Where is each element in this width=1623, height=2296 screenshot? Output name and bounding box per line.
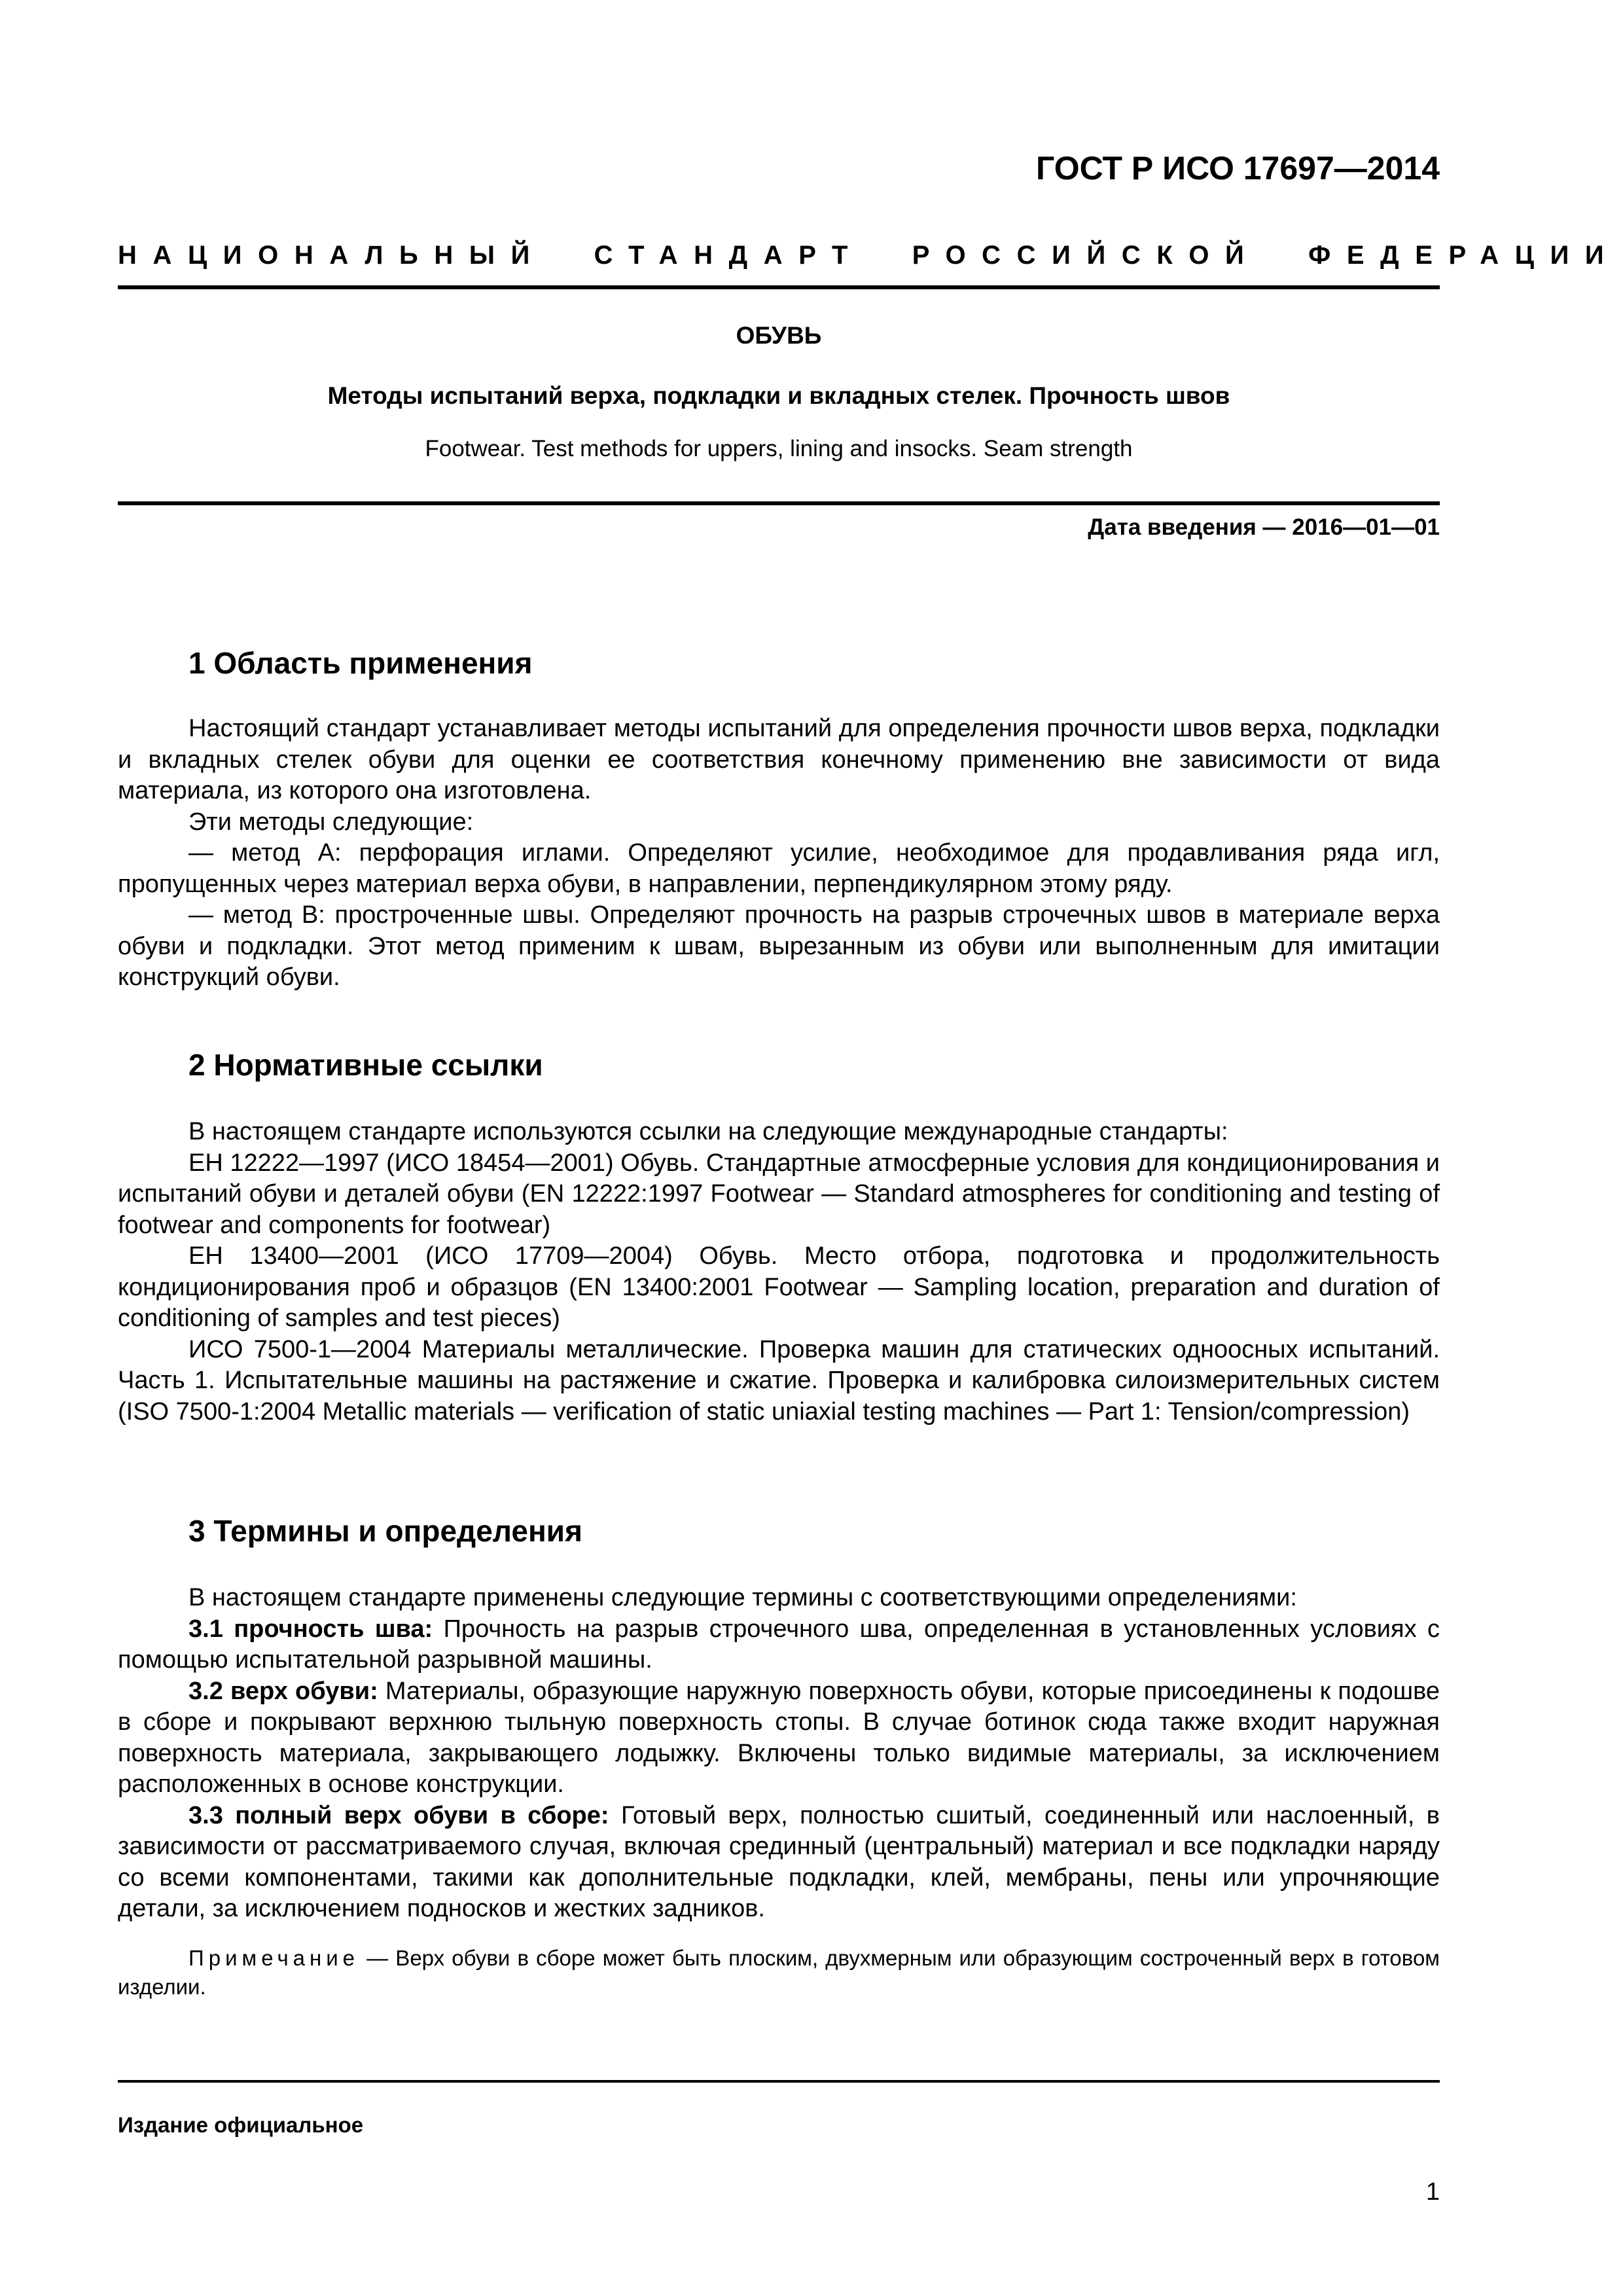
document-title: ОБУВЬ <box>736 322 822 349</box>
national-standard-text: НАЦИОНАЛЬНЫЙ СТАНДАРТ РОССИЙСКОЙ ФЕДЕРАЦИИ <box>118 241 1620 270</box>
term-definition <box>118 1676 1440 1801</box>
paragraph: — метод А: перфорация иглами. Определяют усилие, необходимое для продавливания ряда игл, пропущенных через материал верха обуви, в направлении, перпендикулярном этому ряду. <box>118 839 1440 898</box>
page-number: 1 <box>1425 2178 1440 2206</box>
document-code: ГОСТ Р ИСО 17697—2014 <box>1036 150 1440 187</box>
edition-label: Издание официальное <box>118 2113 364 2137</box>
section-2-body <box>118 1117 1440 1427</box>
note <box>118 1944 1440 2001</box>
definition: Прочность на разрыв строчечного шва, определенная в установленных условиях с помощью испытательной разрывной машины. <box>118 1615 1440 1674</box>
national-standard-banner <box>118 241 1620 270</box>
term-definition <box>118 1614 1440 1676</box>
paragraph: В настоящем стандарте применены следующие термины с соответствующими определениями: <box>188 1584 1297 1611</box>
paragraph: — метод В: простроченные швы. Определяют прочность на разрыв строчечных швов в материале верха обуви и подкладки. Этот метод применим к швам, вырезанным из обуви или выполненным для имитации конструкций обуви. <box>118 901 1440 991</box>
header-rule <box>118 285 1440 289</box>
section-3-title: 3 Термины и определения <box>188 1514 582 1548</box>
title-rule <box>118 501 1440 505</box>
note-paragraph <box>118 1944 1440 2001</box>
reference-item: ИСО 7500-1—2004 Материалы металлические. Проверка машин для статических одноосных испытаний. Часть 1. Испытательные машины на растяжение и сжатие. Проверка и калибровка силоизмерительных систем (ISO 7500-1:2004 Metallic materials — verification of static uniaxial testing machines — Part 1: Tension/compression) <box>118 1335 1440 1426</box>
definition: Материалы, образующие наружную поверхность обуви, которые присоединены к подошве в сборе и покрывают верхнюю тыльную поверхность стопы. В случае ботинок сюда также входит наружная поверхность материала, закрывающего лодыжку. Включены только видимые материалы, за исключением расположенных в основе конструкции. <box>118 1677 1440 1798</box>
reference-item: ЕН 13400—2001 (ИСО 17709—2004) Обувь. Место отбора, подготовка и продолжительность кондиционирования проб и образцов (EN 13400:2001 Footwear — Sampling location, preparation and duration of conditioning of samples and test pieces) <box>118 1242 1440 1332</box>
document-title-english: Footwear. Test methods for uppers, lining and insocks. Seam strength <box>425 436 1133 461</box>
note-text: — Верх обуви в сборе может быть плоским, двухмерным или образующим состроченный верх в готовом изделии. <box>118 1946 1440 1999</box>
reference-item: ЕН 12222—1997 (ИСО 18454—2001) Обувь. Стандартные атмосферные условия для кондиционирования и испытаний обуви и деталей обуви (EN 12222:1997 Footwear — Standard atmospheres for conditioning and testing of footwear and components for footwear) <box>118 1149 1440 1239</box>
term: 3.3 полный верх обуви в сборе: <box>188 1801 609 1829</box>
section-3-body <box>118 1583 1440 1925</box>
introduction-date: Дата введения — 2016—01—01 <box>1088 514 1440 540</box>
footer-rule <box>118 2080 1440 2083</box>
note-label: Примечание <box>188 1946 360 1970</box>
section-1-body <box>118 713 1440 994</box>
term-definition <box>118 1801 1440 1925</box>
paragraph: В настоящем стандарте используются ссылки на следующие международные стандарты: <box>188 1118 1228 1145</box>
section-2-title: 2 Нормативные ссылки <box>188 1048 543 1082</box>
document-subtitle: Методы испытаний верха, подкладки и вкладных стелек. Прочность швов <box>327 382 1230 409</box>
term: 3.2 верх обуви: <box>188 1677 378 1705</box>
definition: Готовый верх, полностью сшитый, соединенный или наслоенный, в зависимости от рассматриваемого случая, включая срединный (центральный) материал и все подкладки наряду со всеми компонентами, такими как дополнительные подкладки, клей, мембраны, пены или упрочняющие детали, за исключением подносков и жестких задников. <box>118 1801 1440 1922</box>
paragraph: Эти методы следующие: <box>188 808 474 836</box>
term: 3.1 прочность шва: <box>188 1615 433 1643</box>
paragraph: Настоящий стандарт устанавливает методы испытаний для определения прочности швов верха, подкладки и вкладных стелек обуви для оценки ее соответствия конечному применению вне зависимости от вида материала, из которого она изготовлена. <box>118 715 1440 804</box>
section-1-title: 1 Область применения <box>188 646 533 680</box>
